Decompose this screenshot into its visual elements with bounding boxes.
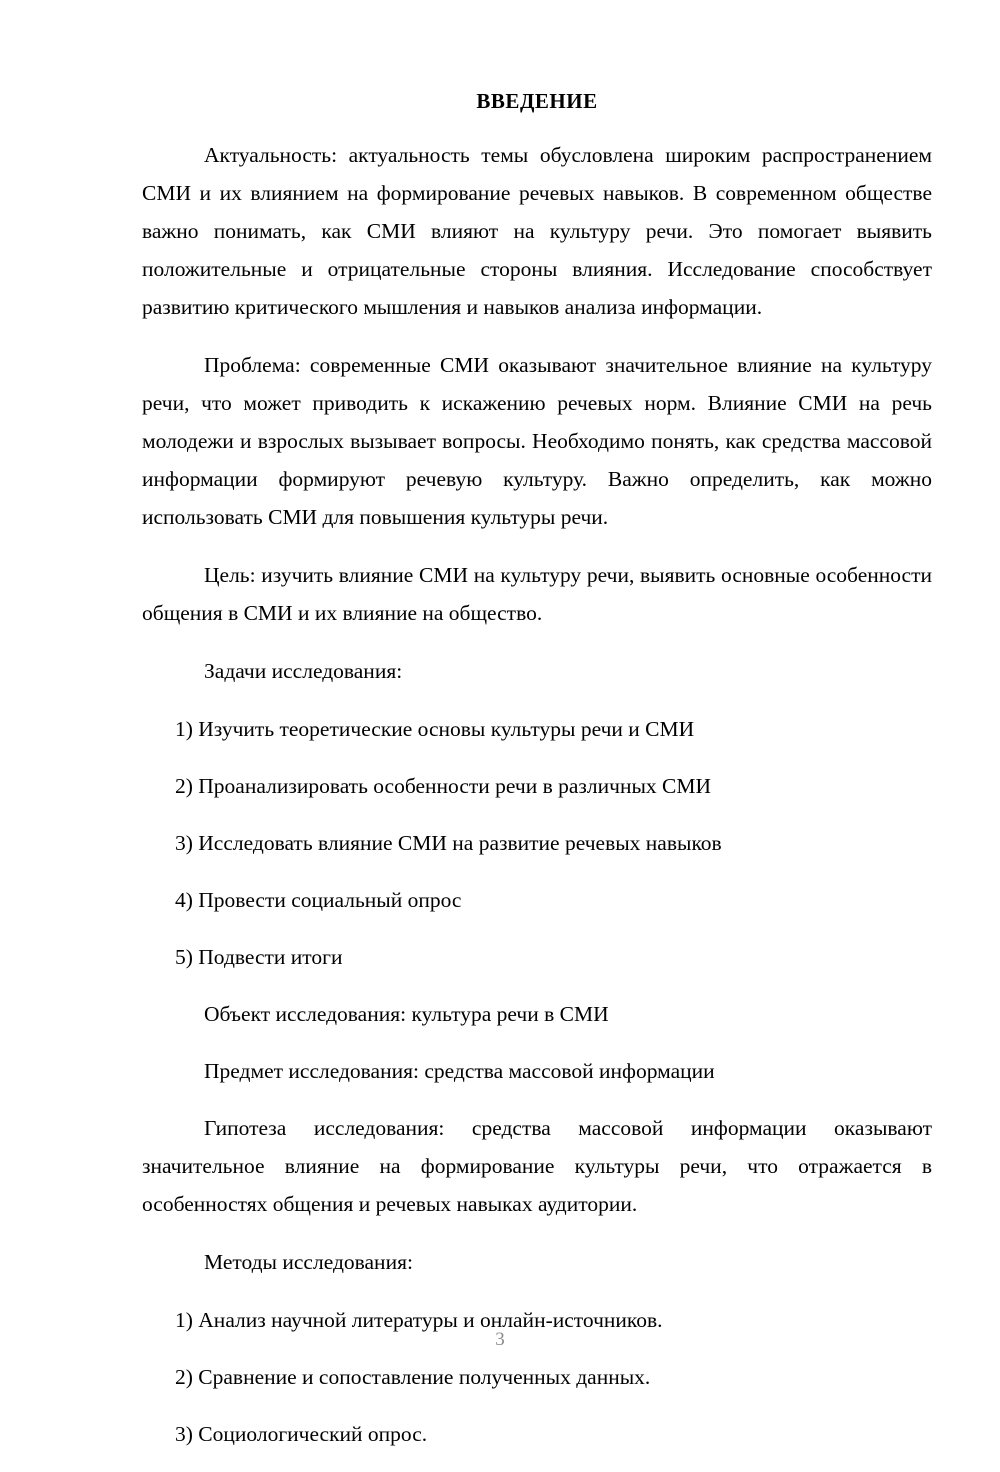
- list-item: 4) Провести социальный опрос: [175, 888, 462, 913]
- page-number: 3: [495, 1329, 505, 1350]
- page-title: ВВЕДЕНИЕ: [476, 89, 598, 113]
- list-item: 1) Изучить теоретические основы культуры речи и СМИ: [175, 717, 695, 742]
- object-of-research-line: Объект исследования: культура речи в СМИ: [204, 1002, 609, 1027]
- paragraph-hypothesis: Гипотеза исследования: средства массовой информации оказывают значительное влияние на формирование культуры речи, что отражается в особенностях общения и речевых навыках аудитории.: [142, 1116, 932, 1217]
- list-item: 3) Исследовать влияние СМИ на развитие речевых навыков: [175, 831, 722, 856]
- paragraph-relevance: Актуальность: актуальность темы обусловлена широким распространением СМИ и их влиянием на формирование речевых навыков. В современном обществе важно понимать, как СМИ влияют на культуру речи. Это помогает выявить положительные и отрицательные стороны влияния. Исследование способствует развитию критического мышления и навыков анализа информации.: [142, 143, 932, 320]
- heading-methods: Методы исследования:: [204, 1250, 413, 1275]
- subject-of-research-line: Предмет исследования: средства массовой информации: [204, 1059, 715, 1084]
- list-item: 1) Анализ научной литературы и онлайн-источников.: [175, 1308, 663, 1333]
- list-item: 2) Сравнение и сопоставление полученных данных.: [175, 1365, 651, 1390]
- list-item: 5) Подвести итоги: [175, 945, 343, 970]
- paragraph-problem: Проблема: современные СМИ оказывают значительное влияние на культуру речи, что может приводить к искажению речевых норм. Влияние СМИ на речь молодежи и взрослых вызывает вопросы. Необходимо понять, как средства массовой информации формируют речевую культуру. Важно определить, как можно использовать СМИ для повышения культуры речи.: [142, 353, 932, 530]
- document-body: [142, 88, 932, 1472]
- list-item: 2) Проанализировать особенности речи в различных СМИ: [175, 774, 712, 799]
- list-item: 3) Социологический опрос.: [175, 1422, 428, 1447]
- paragraph-goal: Цель: изучить влияние СМИ на культуру речи, выявить основные особенности общения в СМИ и их влияние на общество.: [142, 563, 932, 626]
- heading-tasks: Задачи исследования:: [204, 659, 403, 684]
